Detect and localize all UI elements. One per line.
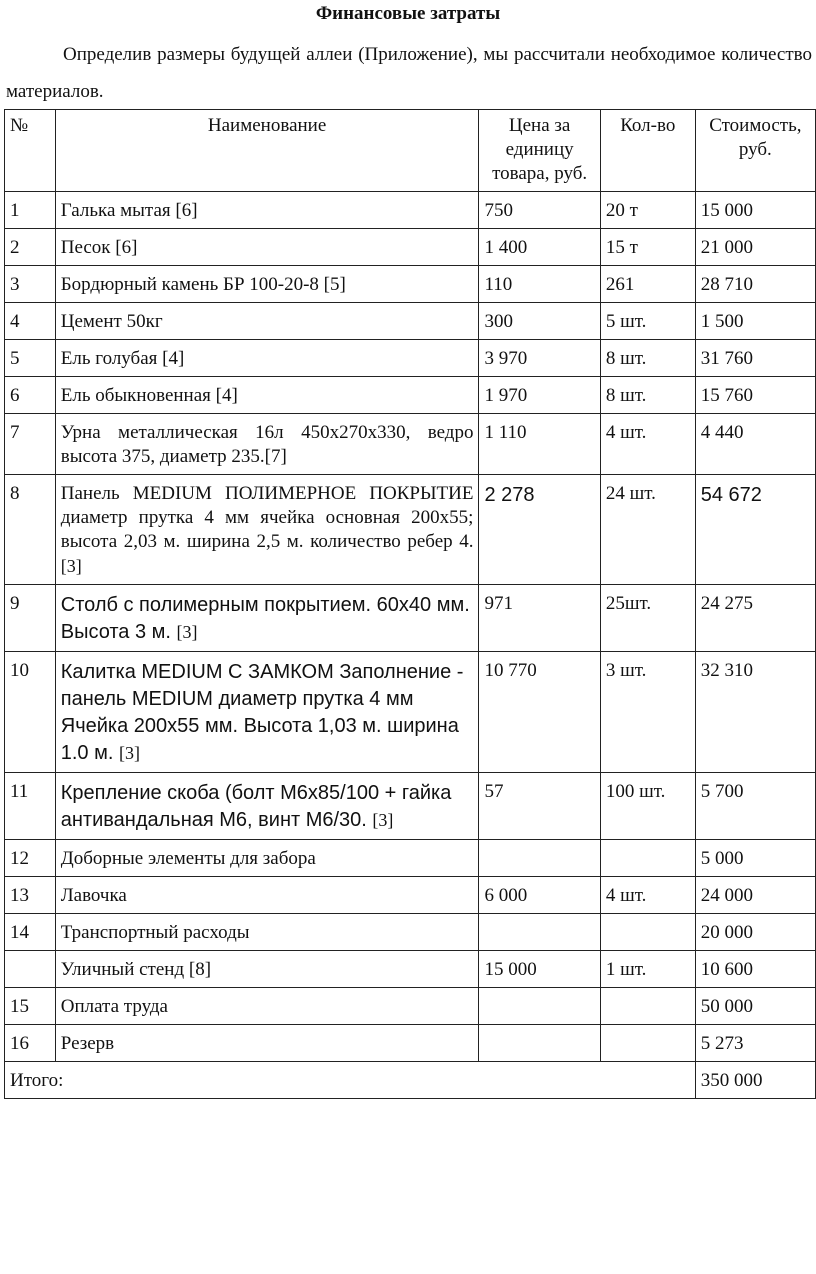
- table-row: [5, 1025, 816, 1062]
- cell-cost: 21 000: [695, 229, 815, 266]
- intro-paragraph: Определив размеры будущей аллеи (Приложение), мы рассчитали необходимое количество материалов.: [6, 44, 812, 102]
- citation-ref: [3]: [176, 622, 198, 642]
- cell-name: Оплата труда: [55, 988, 479, 1025]
- costs-table: [4, 109, 816, 1099]
- cell-quantity: 1 шт.: [600, 951, 695, 988]
- cell-cost: 10 600: [695, 951, 815, 988]
- cell-cost: 5 000: [695, 840, 815, 877]
- cell-name-text: Крепление скоба (болт М6х85/100 + гайка антивандальная М6, винт М6/30.: [60, 782, 452, 831]
- cell-quantity: [600, 1025, 695, 1062]
- header-cost: Стоимость, руб.: [695, 110, 815, 192]
- cell-price: [479, 988, 600, 1025]
- cell-quantity: 25шт.: [600, 585, 695, 652]
- cell-number: [5, 951, 56, 988]
- document-title: Финансовые затраты: [315, 3, 501, 24]
- cell-price: 57: [479, 773, 600, 840]
- cell-name-text: Калитка MEDIUM С ЗАМКОМ Заполнение - панель MEDIUM диаметр прутка 4 мм Ячейка 200х55 мм. Высота 1,03 м. ширина 1.0 м.: [60, 661, 464, 764]
- cell-quantity: 261: [600, 266, 695, 303]
- header-price: Цена за единицу товара, руб.: [479, 110, 600, 192]
- cell-price: 1 110: [479, 414, 600, 475]
- table-row: [5, 988, 816, 1025]
- cell-cost: 28 710: [695, 266, 815, 303]
- cell-number: 12: [5, 840, 56, 877]
- cell-cost: 5 700: [695, 773, 815, 840]
- cell-price: 10 770: [479, 652, 600, 773]
- cell-quantity: 100 шт.: [600, 773, 695, 840]
- cell-number: 7: [5, 414, 56, 475]
- cell-quantity: 3 шт.: [600, 652, 695, 773]
- cell-cost: 54 672: [695, 475, 815, 585]
- cell-cost: 50 000: [695, 988, 815, 1025]
- cell-name: Песок [6]: [55, 229, 479, 266]
- table-row: [5, 414, 816, 475]
- cell-cost: 32 310: [695, 652, 815, 773]
- table-row: [5, 377, 816, 414]
- cell-name: Доборные элементы для забора: [55, 840, 479, 877]
- cell-name: Уличный стенд [8]: [55, 951, 479, 988]
- header-number: №: [5, 110, 56, 192]
- cell-number: 8: [5, 475, 56, 585]
- cell-number: 4: [5, 303, 56, 340]
- citation-ref: [3]: [60, 556, 82, 576]
- table-row: [5, 266, 816, 303]
- cell-quantity: 8 шт.: [600, 377, 695, 414]
- table-header-row: [5, 110, 816, 192]
- cell-name: Ель голубая [4]: [55, 340, 479, 377]
- cell-number: 13: [5, 877, 56, 914]
- cell-quantity: 15 т: [600, 229, 695, 266]
- cell-number: 16: [5, 1025, 56, 1062]
- cell-name: [55, 475, 479, 585]
- cell-cost: 24 000: [695, 877, 815, 914]
- cell-name: Резерв: [55, 1025, 479, 1062]
- table-row: [5, 303, 816, 340]
- cell-quantity: 4 шт.: [600, 414, 695, 475]
- cell-price: 1 970: [479, 377, 600, 414]
- cell-price: 110: [479, 266, 600, 303]
- cell-price: 6 000: [479, 877, 600, 914]
- cell-name: Транспортный расходы: [55, 914, 479, 951]
- cell-number: 15: [5, 988, 56, 1025]
- cell-number: 3: [5, 266, 56, 303]
- cell-cost: 5 273: [695, 1025, 815, 1062]
- cell-name-text: Панель MEDIUM ПОЛИМЕРНОЕ ПОКРЫТИЕ диаметр прутка 4 мм ячейка основная 200х55; высота 2,03 м. ширина 2,5 м. количество ребер 4.: [60, 483, 474, 552]
- table-row: [5, 475, 816, 585]
- table-row: [5, 340, 816, 377]
- cell-cost: 1 500: [695, 303, 815, 340]
- cell-number: 11: [5, 773, 56, 840]
- cell-name: Лавочка: [55, 877, 479, 914]
- citation-ref: [3]: [372, 810, 394, 830]
- citation-ref: [3]: [118, 743, 140, 763]
- cell-cost: 15 760: [695, 377, 815, 414]
- table-row: [5, 585, 816, 652]
- cell-quantity: 20 т: [600, 192, 695, 229]
- cell-price: 1 400: [479, 229, 600, 266]
- cell-quantity: [600, 840, 695, 877]
- cell-cost: 20 000: [695, 914, 815, 951]
- cell-name: Цемент 50кг: [55, 303, 479, 340]
- cell-cost: 4 440: [695, 414, 815, 475]
- table-row: [5, 840, 816, 877]
- cell-name: Галька мытая [6]: [55, 192, 479, 229]
- table-row: [5, 192, 816, 229]
- cell-quantity: 5 шт.: [600, 303, 695, 340]
- cell-number: 2: [5, 229, 56, 266]
- cell-name: Ель обыкновенная [4]: [55, 377, 479, 414]
- cell-name: [55, 773, 479, 840]
- cell-price: 971: [479, 585, 600, 652]
- cell-price: 2 278: [479, 475, 600, 585]
- cell-number: 5: [5, 340, 56, 377]
- cell-cost: 15 000: [695, 192, 815, 229]
- header-quantity: Кол-во: [600, 110, 695, 192]
- table-row: [5, 773, 816, 840]
- table-row: [5, 877, 816, 914]
- cell-number: 10: [5, 652, 56, 773]
- cell-quantity: [600, 988, 695, 1025]
- cell-name-text: Столб с полимерным покрытием. 60х40 мм. Высота 3 м.: [60, 594, 470, 643]
- cell-number: 9: [5, 585, 56, 652]
- cell-name: [55, 585, 479, 652]
- cell-number: 1: [5, 192, 56, 229]
- cell-price: 300: [479, 303, 600, 340]
- cell-name: Урна металлическая 16л 450х270х330, ведро высота 375, диаметр 235.[7]: [55, 414, 479, 475]
- cell-number: 14: [5, 914, 56, 951]
- cell-price: 3 970: [479, 340, 600, 377]
- cell-price: [479, 914, 600, 951]
- cell-cost: 31 760: [695, 340, 815, 377]
- cell-quantity: 8 шт.: [600, 340, 695, 377]
- table-row: [5, 229, 816, 266]
- cell-name: [55, 652, 479, 773]
- table-row: [5, 914, 816, 951]
- cell-price: [479, 840, 600, 877]
- cell-quantity: [600, 914, 695, 951]
- total-label: Итого:: [5, 1062, 696, 1099]
- header-name: Наименование: [55, 110, 479, 192]
- cell-cost: 24 275: [695, 585, 815, 652]
- cell-price: [479, 1025, 600, 1062]
- total-value: 350 000: [695, 1062, 815, 1099]
- total-row: [5, 1062, 816, 1099]
- cell-quantity: 4 шт.: [600, 877, 695, 914]
- cell-price: 750: [479, 192, 600, 229]
- cell-name: Бордюрный камень БР 100-20-8 [5]: [55, 266, 479, 303]
- cell-price: 15 000: [479, 951, 600, 988]
- table-row: [5, 951, 816, 988]
- cell-number: 6: [5, 377, 56, 414]
- table-row: [5, 652, 816, 773]
- cell-quantity: 24 шт.: [600, 475, 695, 585]
